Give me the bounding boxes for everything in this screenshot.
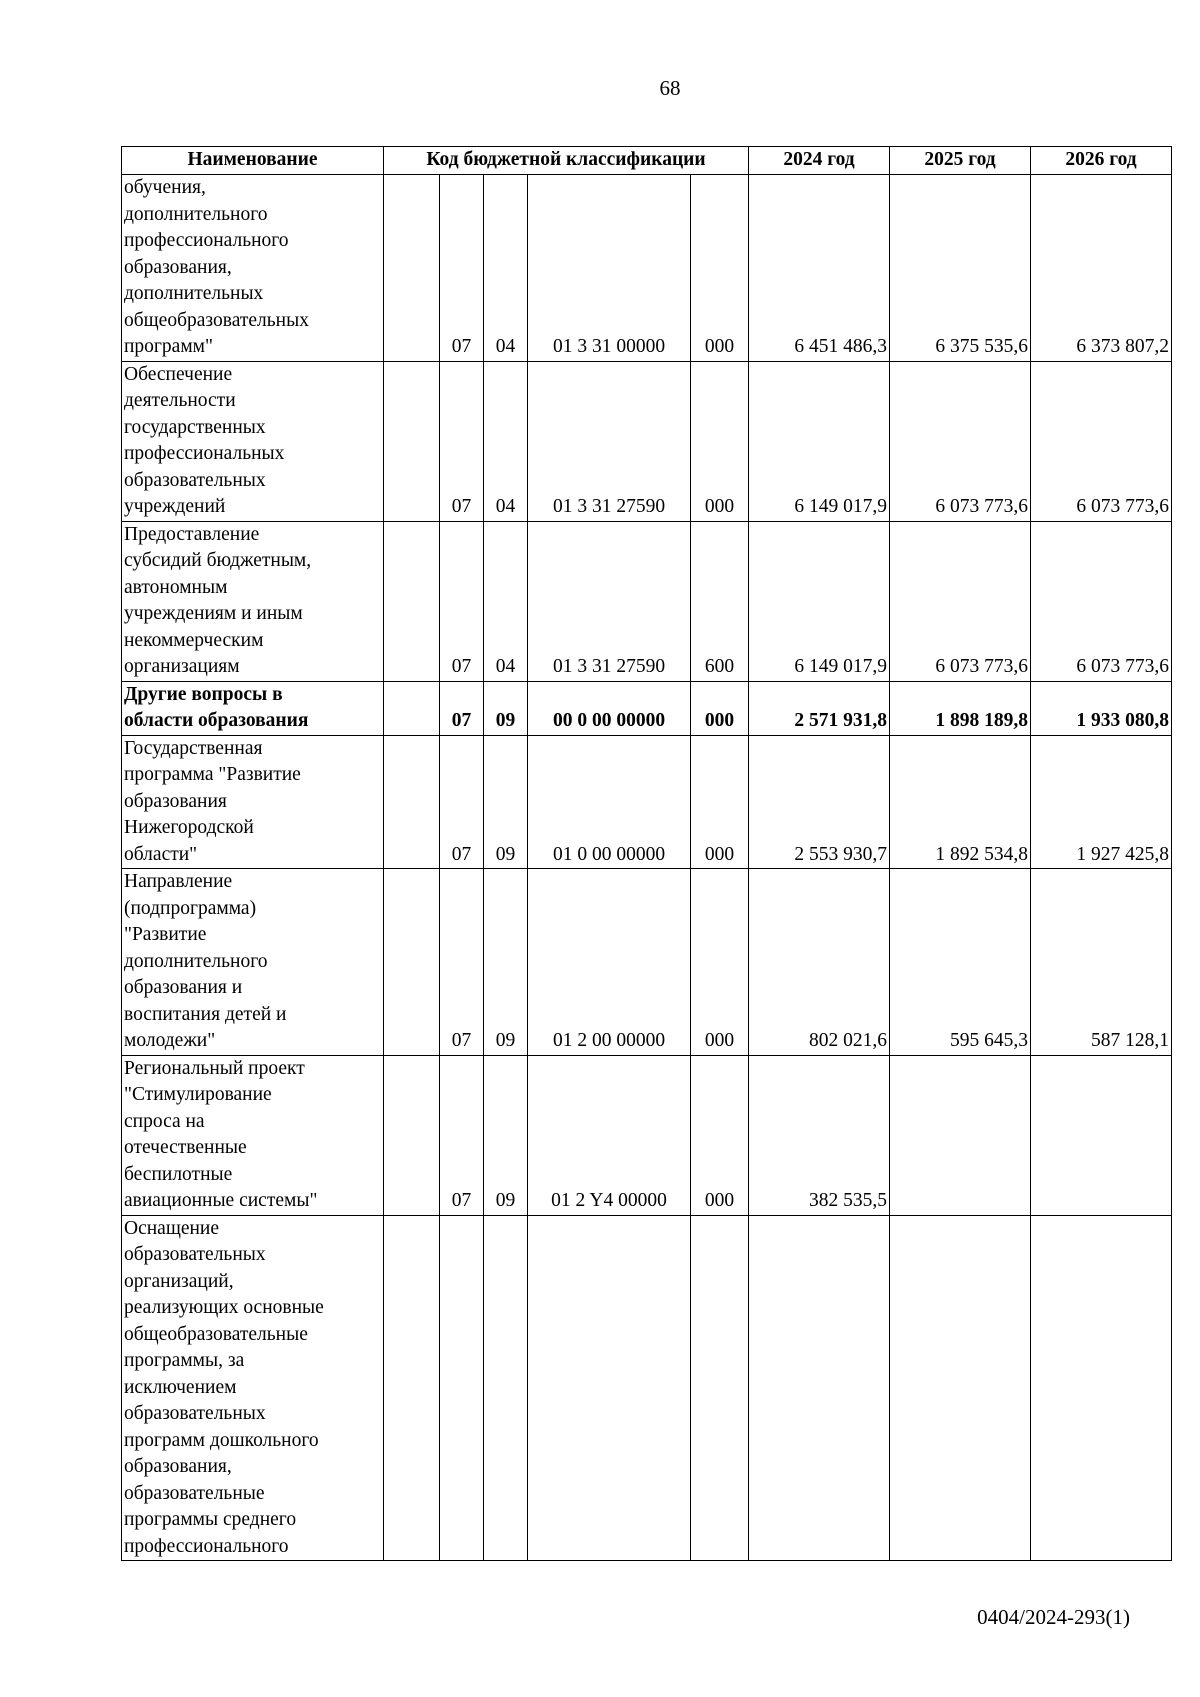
code-subsection: 09	[484, 681, 528, 735]
code-expense-type: 600	[691, 521, 749, 681]
code-expense-type: 000	[691, 1055, 749, 1215]
row-name: Региональный проект "Стимулирование спроса на отечественные беспилотные авиационные системы"	[122, 1055, 384, 1215]
header-code: Код бюджетной классификации	[384, 147, 749, 175]
value-2024: 6 451 486,3	[749, 175, 890, 362]
code-section: 07	[440, 1055, 484, 1215]
code-empty	[384, 1055, 440, 1215]
code-section: 07	[440, 361, 484, 521]
row-name: Направление (подпрограмма) "Развитие дополнительного образования и воспитания детей и молодежи"	[122, 869, 384, 1056]
row-name: Другие вопросы в области образования	[122, 681, 384, 735]
page-number: 68	[659, 76, 681, 100]
code-subsection	[484, 1215, 528, 1561]
code-empty	[384, 175, 440, 362]
row-name: обучения, дополнительного профессионального образования, дополнительных общеобразовательных программ"	[122, 175, 384, 362]
code-target: 01 2 Y4 00000	[528, 1055, 691, 1215]
value-2026: 1 933 080,8	[1031, 681, 1172, 735]
code-empty	[384, 1215, 440, 1561]
document-code: 0404/2024-293(1)	[977, 1605, 1130, 1629]
code-expense-type: 000	[691, 869, 749, 1056]
code-section: 07	[440, 735, 484, 869]
value-2026: 587 128,1	[1031, 869, 1172, 1056]
code-subsection: 09	[484, 735, 528, 869]
code-expense-type: 000	[691, 175, 749, 362]
value-2026: 6 073 773,6	[1031, 361, 1172, 521]
value-2026	[1031, 1055, 1172, 1215]
code-empty	[384, 869, 440, 1056]
value-2025: 6 073 773,6	[890, 521, 1031, 681]
code-target: 00 0 00 00000	[528, 681, 691, 735]
code-target: 01 0 00 00000	[528, 735, 691, 869]
header-2025: 2025 год	[890, 147, 1031, 175]
table-row	[122, 1055, 1172, 1215]
table-header-row	[122, 147, 1172, 175]
code-target: 01 3 31 27590	[528, 361, 691, 521]
row-name: Государственная программа "Развитие образования Нижегородской области"	[122, 735, 384, 869]
row-name: Оснащение образовательных организаций, реализующих основные общеобразовательные программы, за исключением образовательных программ дошкольного образования, образовательные программы среднего профессионального	[122, 1215, 384, 1561]
value-2024: 6 149 017,9	[749, 361, 890, 521]
code-empty	[384, 361, 440, 521]
value-2025	[890, 1215, 1031, 1561]
value-2024: 802 021,6	[749, 869, 890, 1056]
code-empty	[384, 735, 440, 869]
value-2024: 2 553 930,7	[749, 735, 890, 869]
table-row	[122, 869, 1172, 1056]
value-2024: 382 535,5	[749, 1055, 890, 1215]
code-expense-type	[691, 1215, 749, 1561]
table-row	[122, 361, 1172, 521]
code-target: 01 3 31 27590	[528, 521, 691, 681]
code-subsection: 09	[484, 1055, 528, 1215]
table-row	[122, 521, 1172, 681]
row-name: Предоставление субсидий бюджетным, автономным учреждениям и иным некоммерческим организациям	[122, 521, 384, 681]
value-2025: 6 375 535,6	[890, 175, 1031, 362]
code-target: 01 2 00 00000	[528, 869, 691, 1056]
header-2026: 2026 год	[1031, 147, 1172, 175]
code-subsection: 09	[484, 869, 528, 1056]
value-2025: 1 898 189,8	[890, 681, 1031, 735]
table-row	[122, 175, 1172, 362]
code-section	[440, 1215, 484, 1561]
code-subsection: 04	[484, 521, 528, 681]
code-section: 07	[440, 869, 484, 1056]
value-2025	[890, 1055, 1031, 1215]
value-2026: 1 927 425,8	[1031, 735, 1172, 869]
code-expense-type: 000	[691, 681, 749, 735]
budget-table	[121, 146, 1172, 1561]
value-2025: 1 892 534,8	[890, 735, 1031, 869]
header-2024: 2024 год	[749, 147, 890, 175]
code-subsection: 04	[484, 175, 528, 362]
value-2025: 595 645,3	[890, 869, 1031, 1056]
value-2024: 6 149 017,9	[749, 521, 890, 681]
code-section: 07	[440, 521, 484, 681]
value-2026	[1031, 1215, 1172, 1561]
value-2025: 6 073 773,6	[890, 361, 1031, 521]
table-row	[122, 1215, 1172, 1561]
value-2024: 2 571 931,8	[749, 681, 890, 735]
code-target	[528, 1215, 691, 1561]
code-subsection: 04	[484, 361, 528, 521]
value-2026: 6 073 773,6	[1031, 521, 1172, 681]
code-section: 07	[440, 175, 484, 362]
row-name: Обеспечение деятельности государственных профессиональных образовательных учреждений	[122, 361, 384, 521]
code-section: 07	[440, 681, 484, 735]
table-row-section-total	[122, 681, 1172, 735]
code-expense-type: 000	[691, 735, 749, 869]
code-expense-type: 000	[691, 361, 749, 521]
header-name: Наименование	[122, 147, 384, 175]
value-2024	[749, 1215, 890, 1561]
code-target: 01 3 31 00000	[528, 175, 691, 362]
code-empty	[384, 521, 440, 681]
value-2026: 6 373 807,2	[1031, 175, 1172, 362]
code-empty	[384, 681, 440, 735]
table-row	[122, 735, 1172, 869]
